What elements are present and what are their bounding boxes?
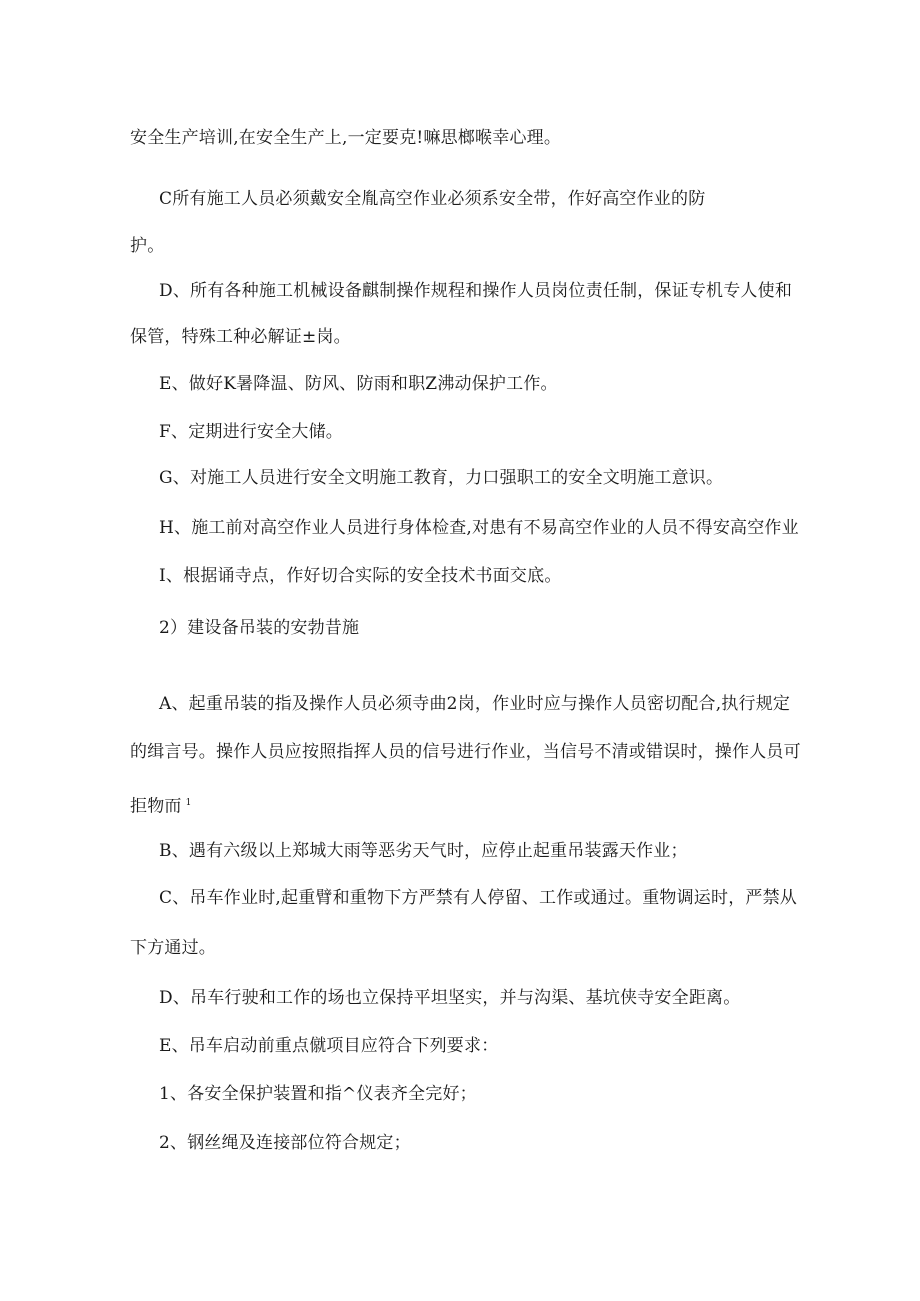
text-line: 护。 <box>130 236 165 256</box>
text-line: E、吊车启动前重点僦项目应符合下列要求： <box>159 1036 499 1056</box>
list-item: 2、钢丝绳及连接部位符合规定； <box>159 1133 411 1153</box>
text-line: 下方通过。 <box>130 938 216 958</box>
list-item: 1、各安全保护装置和指^仪表齐全完好； <box>159 1084 477 1104</box>
text-line: C、吊车作业时,起重臂和重物下方严禁有人停留、工作或通过。重物调运时，严禁从 <box>159 888 798 908</box>
text-line: E、做好K暑降温、防风、防雨和职Z沸动保护工作。 <box>159 374 558 394</box>
text-line: B、遇有六级以上郑城大雨等恶劣天气时，应停止起重吊装露天作业； <box>159 841 688 861</box>
text-span: 拒物而 <box>130 796 182 817</box>
text-line: D、所有各种施工机械设备麒制操作规程和操作人员岗位责任制，保证专机专人使和 <box>159 281 793 301</box>
text-line: H、施工前对高空作业人员进行身体检查,对患有不易高空作业的人员不得安高空作业 <box>159 518 799 538</box>
footnote-mark: 1 <box>185 798 192 808</box>
text-line: D、吊车行驶和工作的场也立保持平坦坚实，并与沟渠、基坑侠寺安全距离。 <box>159 988 741 1008</box>
section-heading: 2）建设备吊装的安勃昔施 <box>159 618 360 638</box>
text-line: I、根据诵寺点，作好切合实际的安全技术书面交底。 <box>159 566 562 586</box>
text-line: C所有施工人员必须戴安全胤高空作业必须系安全带，作好高空作业的防 <box>159 189 706 209</box>
text-line: 安全生产培训,在安全生产上,一定要克!嘛思榔喉幸心理。 <box>130 128 562 148</box>
text-line: F、定期进行安全大储。 <box>159 422 343 442</box>
text-line: A、起重吊装的指及操作人员必须寺曲2岗，作业时应与操作人员密切配合,执行规定 <box>159 694 791 714</box>
text-line: 保管，特殊工种必解证±岗。 <box>130 327 351 347</box>
text-line: G、对施工人员进行安全文明施工教育，力口强职工的安全文明施工意识。 <box>159 468 724 488</box>
text-line: 的缉言号。操作人员应按照指挥人员的信号进行作业，当信号不清或错误时，操作人员可 <box>130 742 801 762</box>
text-line-with-footnote <box>130 792 192 818</box>
